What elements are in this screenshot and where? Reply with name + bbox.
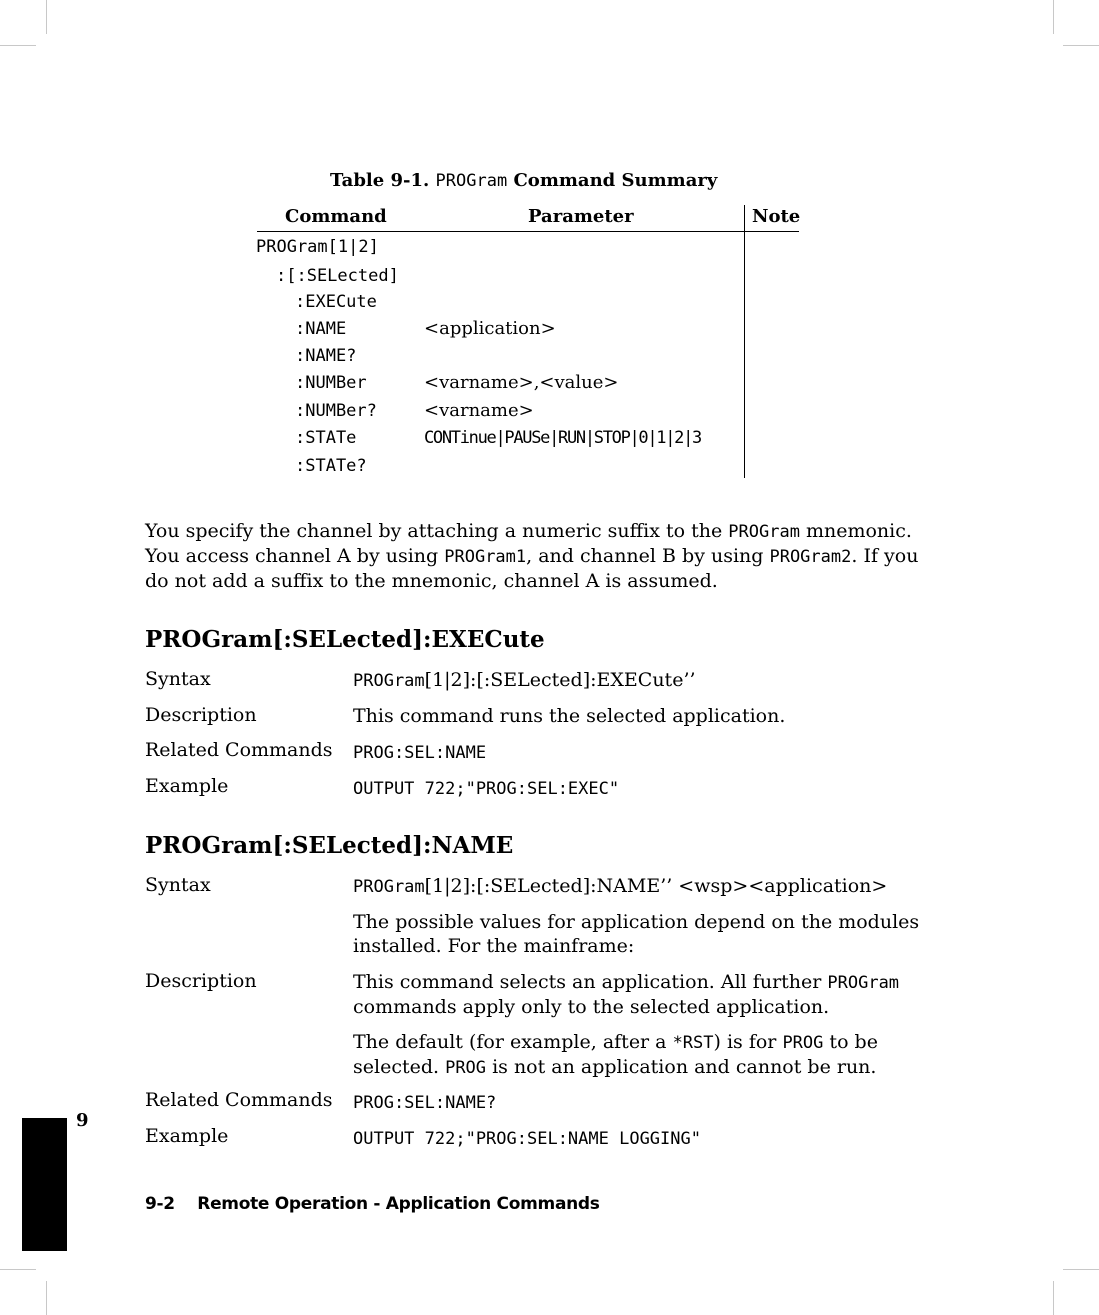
table-header-rule [257,231,799,232]
table-row-command: :STATe [295,428,357,448]
table-row-parameter: <application> [424,318,556,339]
table-header-parameter: Parameter [528,206,634,227]
crop-mark [0,1269,36,1270]
syntax-value [353,874,923,899]
table-row-parameter: <varname> [424,400,534,421]
table-header-note: Note [752,206,801,227]
description-value: This command runs the selected application. [353,705,786,727]
syntax-value [353,668,923,693]
syntax-rest: [1|2]:[:SELected]:NAME’’ <wsp><application> [424,875,888,897]
intro-mnemonic: PROGram [728,522,800,542]
syntax-rest: [1|2]:[:SELected]:EXECute’’ [424,669,696,691]
description-text: is not an application and cannot be run. [486,1056,877,1078]
crop-mark [1053,1281,1054,1315]
table-row-command: :STATe? [295,456,367,476]
table-header-command: Command [285,206,387,227]
intro-paragraph [145,519,925,593]
related-commands-label: Related Commands [145,1089,333,1111]
example-value: OUTPUT 722;"PROG:SEL:EXEC" [353,779,620,799]
crop-mark [46,0,47,34]
table-caption-suffix: Command Summary [513,170,718,191]
table-row-parameter: <varname>,<value> [424,372,619,393]
section-heading-name: PROGram[:SELected]:NAME [145,832,514,859]
table-row-command: :NUMBer? [295,401,377,421]
table-row-parameter: CONTinue|PAUSe|RUN|STOP|0|1|2|3 [424,428,701,448]
syntax-mnemonic: PROGram [353,877,425,897]
example-label: Example [145,775,229,797]
table-caption-prefix: Table 9-1. [330,170,430,191]
syntax-note: The possible values for application depend on the modules installed. For the mainframe: [353,911,920,957]
syntax-mnemonic: PROGram [353,671,425,691]
related-commands-value: PROG:SEL:NAME [353,743,487,763]
crop-mark [1063,45,1099,46]
intro-text: . If you do not add a suffix to the mnemonic, channel A is assumed. [145,545,919,592]
crop-mark [1053,0,1054,34]
table-row-command: PROGram[1|2] [256,237,379,257]
intro-mnemonic: PROGram2 [769,547,852,567]
description-mnemonic: PROG [445,1058,487,1078]
example-label: Example [145,1125,229,1147]
page-footer: 9-2 Remote Operation - Application Commands [145,1194,600,1214]
syntax-label: Syntax [145,668,211,690]
chapter-number: 9 [76,1110,89,1131]
description-label: Description [145,970,257,992]
chapter-tab [22,1118,67,1251]
description-mnemonic: *RST [672,1033,714,1053]
table-row-command: :EXECute [295,292,377,312]
table-row-command: :NUMBer [295,373,367,393]
table-note-divider [744,205,745,478]
table-row-command: :NAME [295,319,347,339]
description-default [353,1030,923,1080]
crop-mark [46,1281,47,1315]
description-text: ) is for [713,1031,783,1053]
table-row-command: :[:SELected] [276,266,399,286]
table-caption [330,170,717,191]
related-commands-label: Related Commands [145,739,333,761]
description-label: Description [145,704,257,726]
description-text: This command selects an application. All further [353,971,828,993]
description-mnemonic: PROG [782,1033,824,1053]
table-row-command: :NAME? [295,346,357,366]
intro-text: , and channel B by using [526,545,770,567]
intro-text: mnemonic. You access channel A by using [145,520,912,567]
description-text: The default (for example, after a [353,1031,673,1053]
description-text: to be selected. [353,1031,878,1078]
example-value: OUTPUT 722;"PROG:SEL:NAME LOGGING" [353,1129,701,1149]
crop-mark [0,45,36,46]
intro-mnemonic: PROGram1 [444,547,527,567]
section-heading-execute: PROGram[:SELected]:EXECute [145,626,545,653]
related-commands-value: PROG:SEL:NAME? [353,1093,497,1113]
intro-text: You specify the channel by attaching a numeric suffix to the [145,520,729,542]
description-text: commands apply only to the selected application. [353,996,830,1018]
syntax-label: Syntax [145,874,211,896]
table-caption-mnemonic: PROGram [435,171,508,191]
description-value [353,970,923,1019]
crop-mark [1063,1269,1099,1270]
description-mnemonic: PROGram [827,973,900,993]
